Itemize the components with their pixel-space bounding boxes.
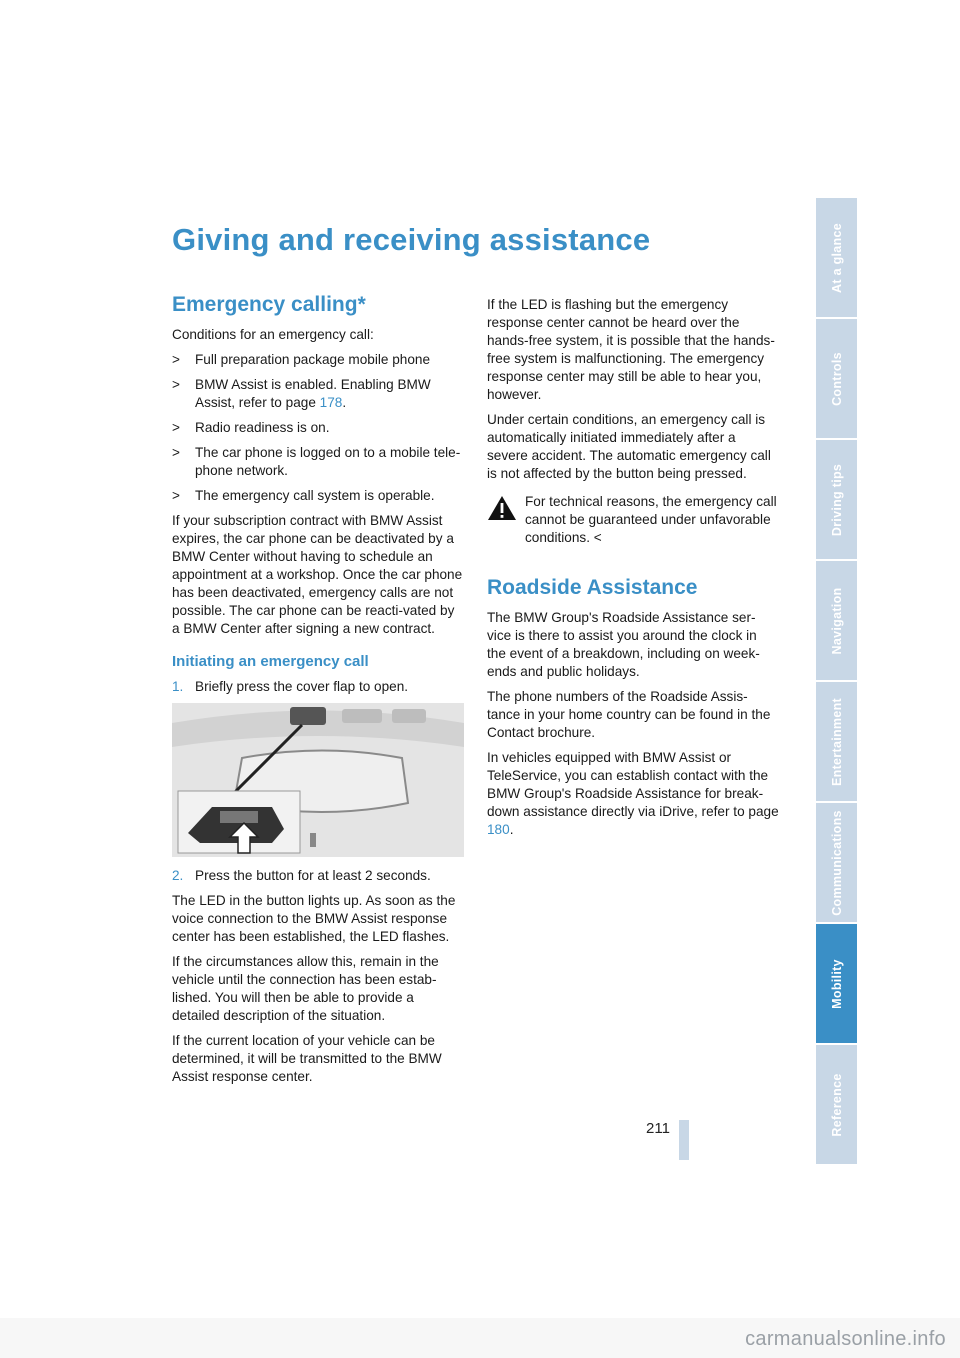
watermark-text[interactable]: carmanualsonline.info <box>745 1328 946 1350</box>
left-column <box>172 292 464 1093</box>
warning-text: For technical reasons, the emergency call cannot be guaranteed under unfavorable conditions. <box>525 494 777 545</box>
tab-controls[interactable]: Controls <box>816 319 857 438</box>
tab-driving-tips[interactable]: Driving tips <box>816 440 857 559</box>
watermark-bar <box>0 1318 960 1358</box>
conditions-list <box>172 351 464 505</box>
step-2: 2. Press the button for at least 2 seconds. <box>172 868 431 883</box>
end-marker: < <box>593 530 602 545</box>
flashing-paragraph: If the LED is flashing but the emergency response center cannot be heard over the hands-free system, it is possible that the hands-free system is malfunctioning. The emergency response center may still be able to hear you, however. <box>487 297 775 402</box>
mirror-button-illustration-icon <box>172 703 464 857</box>
list-item: > Full preparation package mobile phone <box>172 352 431 367</box>
emergency-calling-heading: Emergency calling* <box>172 293 366 316</box>
roadside-paragraph-3: In vehicles equipped with BMW Assist or TeleService, you can establish contact with the BMW Group's Roadside Assistance for break-down assistance directly via iDrive, refer to page 180. <box>487 750 779 837</box>
bullet-marker: > <box>172 377 180 392</box>
roadside-paragraph-1: The BMW Group's Roadside Assistance ser-vice is there to assist you around the clock in the event of a breakdown, including on week-ends and public holidays. <box>487 610 760 679</box>
page-title: Giving and receiving assistance <box>172 222 651 257</box>
led-paragraph: The LED in the button lights up. As soon as the voice connection to the BMW Assist response center has been established, the LED flashes. <box>172 893 456 944</box>
automatic-call-paragraph: Under certain conditions, an emergency call is automatically initiated immediately after a severe accident. The automatic emergency call is not affected by the button being pressed. <box>487 412 771 481</box>
list-item: > BMW Assist is enabled. Enabling BMW Assist, refer to page 178. <box>172 377 431 410</box>
remain-paragraph: If the circumstances allow this, remain in the vehicle until the connection has been estab-lished. You will then be able to provide a detailed description of the situation. <box>172 954 439 1023</box>
page-link-180[interactable]: 180 <box>487 822 510 837</box>
tab-reference[interactable]: Reference <box>816 1045 857 1164</box>
step-1: 1. Briefly press the cover flap to open. <box>172 679 409 694</box>
roadside-assistance-heading: Roadside Assistance <box>487 576 698 599</box>
bullet-marker: > <box>172 445 180 460</box>
list-item: > Radio readiness is on. <box>172 420 330 435</box>
bullet-marker: > <box>172 352 180 367</box>
tab-navigation[interactable]: Navigation <box>816 561 857 680</box>
right-column <box>487 296 779 846</box>
location-paragraph: If the current location of your vehicle can be determined, it will be transmitted to the BMW Assist response center. <box>172 1033 442 1084</box>
page-number: 211 <box>646 1120 670 1137</box>
list-item: > The emergency call system is operable. <box>172 488 435 503</box>
tab-entertainment[interactable]: Entertainment <box>816 682 857 801</box>
list-item: > The car phone is logged on to a mobile tele-phone network. <box>172 445 461 478</box>
bullet-marker: > <box>172 488 180 503</box>
initiating-call-heading: Initiating an emergency call <box>172 653 369 670</box>
warning-note <box>487 493 779 547</box>
overhead-console-illustration <box>172 703 464 857</box>
conditions-intro: Conditions for an emergency call: <box>172 327 374 342</box>
warning-triangle-icon <box>487 495 517 521</box>
section-tabs <box>816 198 857 1166</box>
tab-mobility[interactable]: Mobility <box>816 924 857 1043</box>
tab-communications[interactable]: Communications <box>816 803 857 922</box>
tab-at-a-glance[interactable]: At a glance <box>816 198 857 317</box>
page-number-bar <box>679 1120 689 1160</box>
bullet-marker: > <box>172 420 180 435</box>
subscription-paragraph: If your subscription contract with BMW Assist expires, the car phone can be deactivated by a BMW Center without having to schedule an appointment at a workshop. Once the car phone has been deactivated, emergency calls are not possible. The car phone can be reacti-vated by a BMW Center after signing a new contract. <box>172 513 463 636</box>
roadside-paragraph-2: The phone numbers of the Roadside Assis-tance in your home country can be found in the Contact brochure. <box>487 689 771 740</box>
page-link-178[interactable]: 178 <box>319 395 343 410</box>
